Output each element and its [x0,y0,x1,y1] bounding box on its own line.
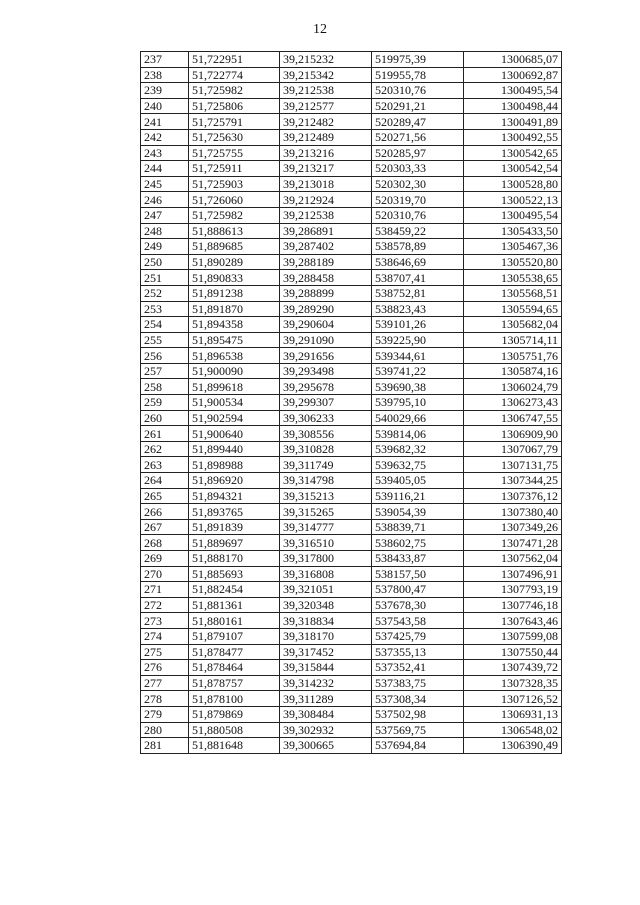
longitude-cell: 39,291656 [280,348,372,364]
y-coordinate-cell: 1307344,25 [464,473,562,489]
y-coordinate-cell: 1300528,80 [464,176,562,192]
latitude-cell: 51,900640 [189,426,280,442]
table-row [141,457,562,473]
table-row [141,98,562,114]
y-coordinate-cell: 1307376,12 [464,488,562,504]
longitude-cell: 39,315213 [280,488,372,504]
x-coordinate-cell: 537425,79 [372,628,464,644]
latitude-cell: 51,881361 [189,597,280,613]
table-row [141,285,562,301]
x-coordinate-cell: 538157,50 [372,566,464,582]
x-coordinate-cell: 537308,34 [372,691,464,707]
x-coordinate-cell: 539116,21 [372,488,464,504]
x-coordinate-cell: 539632,75 [372,457,464,473]
x-coordinate-cell: 539225,90 [372,332,464,348]
y-coordinate-cell: 1306273,43 [464,395,562,411]
x-coordinate-cell: 520271,56 [372,129,464,145]
y-coordinate-cell: 1305538,65 [464,270,562,286]
x-coordinate-cell: 538578,89 [372,239,464,255]
y-coordinate-cell: 1307471,28 [464,535,562,551]
table-row [141,722,562,738]
point-number-cell: 241 [141,114,189,130]
table-row [141,67,562,83]
longitude-cell: 39,316510 [280,535,372,551]
table-row [141,176,562,192]
table-row [141,223,562,239]
table-row [141,395,562,411]
latitude-cell: 51,896538 [189,348,280,364]
y-coordinate-cell: 1300498,44 [464,98,562,114]
table-row [141,597,562,613]
longitude-cell: 39,288458 [280,270,372,286]
latitude-cell: 51,902594 [189,410,280,426]
y-coordinate-cell: 1305594,65 [464,301,562,317]
point-number-cell: 269 [141,551,189,567]
longitude-cell: 39,212577 [280,98,372,114]
table-row [141,270,562,286]
table-row [141,254,562,270]
point-number-cell: 252 [141,285,189,301]
y-coordinate-cell: 1300685,07 [464,52,562,68]
table-row [141,83,562,99]
x-coordinate-cell: 539344,61 [372,348,464,364]
point-number-cell: 262 [141,441,189,457]
latitude-cell: 51,894321 [189,488,280,504]
y-coordinate-cell: 1307550,44 [464,644,562,660]
longitude-cell: 39,289290 [280,301,372,317]
point-number-cell: 267 [141,519,189,535]
table-row [141,114,562,130]
table-row [141,691,562,707]
table-row [141,426,562,442]
point-number-cell: 250 [141,254,189,270]
table-row [141,207,562,223]
y-coordinate-cell: 1305751,76 [464,348,562,364]
point-number-cell: 281 [141,738,189,754]
table-row [141,738,562,754]
x-coordinate-cell: 539101,26 [372,317,464,333]
point-number-cell: 278 [141,691,189,707]
y-coordinate-cell: 1307793,19 [464,582,562,598]
point-number-cell: 274 [141,628,189,644]
x-coordinate-cell: 538459,22 [372,223,464,239]
y-coordinate-cell: 1305568,51 [464,285,562,301]
x-coordinate-cell: 537383,75 [372,675,464,691]
latitude-cell: 51,890833 [189,270,280,286]
x-coordinate-cell: 520303,33 [372,161,464,177]
point-number-cell: 254 [141,317,189,333]
y-coordinate-cell: 1307439,72 [464,660,562,676]
latitude-cell: 51,879107 [189,628,280,644]
x-coordinate-cell: 538752,81 [372,285,464,301]
point-number-cell: 239 [141,83,189,99]
latitude-cell: 51,878477 [189,644,280,660]
x-coordinate-cell: 520302,30 [372,176,464,192]
latitude-cell: 51,725982 [189,83,280,99]
point-number-cell: 251 [141,270,189,286]
longitude-cell: 39,287402 [280,239,372,255]
latitude-cell: 51,891839 [189,519,280,535]
coordinates-table-body [141,52,562,754]
latitude-cell: 51,881648 [189,738,280,754]
latitude-cell: 51,722774 [189,67,280,83]
y-coordinate-cell: 1305520,80 [464,254,562,270]
longitude-cell: 39,290604 [280,317,372,333]
latitude-cell: 51,889685 [189,239,280,255]
longitude-cell: 39,317800 [280,551,372,567]
table-row [141,473,562,489]
table-row [141,675,562,691]
point-number-cell: 237 [141,52,189,68]
table-row [141,566,562,582]
latitude-cell: 51,725911 [189,161,280,177]
longitude-cell: 39,215342 [280,67,372,83]
latitude-cell: 51,878757 [189,675,280,691]
y-coordinate-cell: 1305467,36 [464,239,562,255]
longitude-cell: 39,314798 [280,473,372,489]
point-number-cell: 253 [141,301,189,317]
x-coordinate-cell: 539690,38 [372,379,464,395]
longitude-cell: 39,288189 [280,254,372,270]
x-coordinate-cell: 537678,30 [372,597,464,613]
table-row [141,129,562,145]
longitude-cell: 39,213216 [280,145,372,161]
latitude-cell: 51,894358 [189,317,280,333]
longitude-cell: 39,293498 [280,363,372,379]
point-number-cell: 243 [141,145,189,161]
latitude-cell: 51,890289 [189,254,280,270]
x-coordinate-cell: 537543,58 [372,613,464,629]
y-coordinate-cell: 1300542,54 [464,161,562,177]
y-coordinate-cell: 1300522,13 [464,192,562,208]
x-coordinate-cell: 537352,41 [372,660,464,676]
point-number-cell: 257 [141,363,189,379]
longitude-cell: 39,213018 [280,176,372,192]
latitude-cell: 51,725982 [189,207,280,223]
longitude-cell: 39,321051 [280,582,372,598]
point-number-cell: 265 [141,488,189,504]
x-coordinate-cell: 540029,66 [372,410,464,426]
x-coordinate-cell: 537569,75 [372,722,464,738]
point-number-cell: 266 [141,504,189,520]
point-number-cell: 277 [141,675,189,691]
latitude-cell: 51,725903 [189,176,280,192]
y-coordinate-cell: 1307496,91 [464,566,562,582]
x-coordinate-cell: 520291,21 [372,98,464,114]
y-coordinate-cell: 1307067,79 [464,441,562,457]
x-coordinate-cell: 519955,78 [372,67,464,83]
latitude-cell: 51,879869 [189,706,280,722]
latitude-cell: 51,885693 [189,566,280,582]
longitude-cell: 39,314232 [280,675,372,691]
longitude-cell: 39,308556 [280,426,372,442]
y-coordinate-cell: 1306390,49 [464,738,562,754]
latitude-cell: 51,898988 [189,457,280,473]
longitude-cell: 39,213217 [280,161,372,177]
x-coordinate-cell: 539795,10 [372,395,464,411]
longitude-cell: 39,212538 [280,207,372,223]
y-coordinate-cell: 1306548,02 [464,722,562,738]
longitude-cell: 39,295678 [280,379,372,395]
latitude-cell: 51,899618 [189,379,280,395]
latitude-cell: 51,878464 [189,660,280,676]
table-row [141,706,562,722]
latitude-cell: 51,889697 [189,535,280,551]
table-row [141,535,562,551]
y-coordinate-cell: 1300492,55 [464,129,562,145]
table-row [141,488,562,504]
point-number-cell: 261 [141,426,189,442]
x-coordinate-cell: 520319,70 [372,192,464,208]
point-number-cell: 242 [141,129,189,145]
x-coordinate-cell: 539054,39 [372,504,464,520]
point-number-cell: 255 [141,332,189,348]
x-coordinate-cell: 537694,84 [372,738,464,754]
latitude-cell: 51,878100 [189,691,280,707]
point-number-cell: 270 [141,566,189,582]
table-row [141,145,562,161]
point-number-cell: 238 [141,67,189,83]
point-number-cell: 258 [141,379,189,395]
y-coordinate-cell: 1300542,65 [464,145,562,161]
latitude-cell: 51,900534 [189,395,280,411]
point-number-cell: 247 [141,207,189,223]
latitude-cell: 51,891870 [189,301,280,317]
latitude-cell: 51,880161 [189,613,280,629]
longitude-cell: 39,318834 [280,613,372,629]
point-number-cell: 275 [141,644,189,660]
y-coordinate-cell: 1307562,04 [464,551,562,567]
point-number-cell: 240 [141,98,189,114]
latitude-cell: 51,895475 [189,332,280,348]
longitude-cell: 39,212924 [280,192,372,208]
latitude-cell: 51,882454 [189,582,280,598]
y-coordinate-cell: 1306909,90 [464,426,562,442]
point-number-cell: 248 [141,223,189,239]
point-number-cell: 268 [141,535,189,551]
x-coordinate-cell: 519975,39 [372,52,464,68]
y-coordinate-cell: 1307131,75 [464,457,562,473]
point-number-cell: 244 [141,161,189,177]
longitude-cell: 39,215232 [280,52,372,68]
latitude-cell: 51,900090 [189,363,280,379]
x-coordinate-cell: 537502,98 [372,706,464,722]
point-number-cell: 273 [141,613,189,629]
table-row [141,348,562,364]
longitude-cell: 39,288899 [280,285,372,301]
latitude-cell: 51,725630 [189,129,280,145]
table-row [141,613,562,629]
y-coordinate-cell: 1300491,89 [464,114,562,130]
table-row [141,441,562,457]
page-number: 12 [313,22,327,37]
table-row [141,239,562,255]
longitude-cell: 39,299307 [280,395,372,411]
latitude-cell: 51,725755 [189,145,280,161]
x-coordinate-cell: 537800,47 [372,582,464,598]
latitude-cell: 51,893765 [189,504,280,520]
table-row [141,317,562,333]
x-coordinate-cell: 538602,75 [372,535,464,551]
y-coordinate-cell: 1307746,18 [464,597,562,613]
longitude-cell: 39,318170 [280,628,372,644]
x-coordinate-cell: 538839,71 [372,519,464,535]
point-number-cell: 276 [141,660,189,676]
y-coordinate-cell: 1307126,52 [464,691,562,707]
longitude-cell: 39,291090 [280,332,372,348]
table-row [141,410,562,426]
table-row [141,504,562,520]
latitude-cell: 51,725791 [189,114,280,130]
latitude-cell: 51,880508 [189,722,280,738]
x-coordinate-cell: 537355,13 [372,644,464,660]
x-coordinate-cell: 539682,32 [372,441,464,457]
longitude-cell: 39,316808 [280,566,372,582]
point-number-cell: 263 [141,457,189,473]
point-number-cell: 259 [141,395,189,411]
longitude-cell: 39,300665 [280,738,372,754]
y-coordinate-cell: 1305433,50 [464,223,562,239]
x-coordinate-cell: 539405,05 [372,473,464,489]
y-coordinate-cell: 1305874,16 [464,363,562,379]
y-coordinate-cell: 1307599,08 [464,628,562,644]
point-number-cell: 260 [141,410,189,426]
table-row [141,161,562,177]
y-coordinate-cell: 1307349,26 [464,519,562,535]
longitude-cell: 39,212489 [280,129,372,145]
longitude-cell: 39,286891 [280,223,372,239]
point-number-cell: 279 [141,706,189,722]
longitude-cell: 39,212538 [280,83,372,99]
x-coordinate-cell: 538433,87 [372,551,464,567]
x-coordinate-cell: 520310,76 [372,207,464,223]
latitude-cell: 51,891238 [189,285,280,301]
x-coordinate-cell: 520289,47 [372,114,464,130]
table-row [141,192,562,208]
longitude-cell: 39,212482 [280,114,372,130]
latitude-cell: 51,722951 [189,52,280,68]
longitude-cell: 39,306233 [280,410,372,426]
table-row [141,301,562,317]
y-coordinate-cell: 1300692,87 [464,67,562,83]
longitude-cell: 39,308484 [280,706,372,722]
point-number-cell: 249 [141,239,189,255]
table-row [141,52,562,68]
y-coordinate-cell: 1306747,55 [464,410,562,426]
y-coordinate-cell: 1306931,13 [464,706,562,722]
longitude-cell: 39,310828 [280,441,372,457]
x-coordinate-cell: 538823,43 [372,301,464,317]
x-coordinate-cell: 539814,06 [372,426,464,442]
y-coordinate-cell: 1307643,46 [464,613,562,629]
latitude-cell: 51,896920 [189,473,280,489]
longitude-cell: 39,315265 [280,504,372,520]
x-coordinate-cell: 538707,41 [372,270,464,286]
table-row [141,660,562,676]
table-row [141,644,562,660]
point-number-cell: 246 [141,192,189,208]
table-row [141,551,562,567]
point-number-cell: 264 [141,473,189,489]
latitude-cell: 51,888613 [189,223,280,239]
point-number-cell: 272 [141,597,189,613]
latitude-cell: 51,725806 [189,98,280,114]
longitude-cell: 39,311749 [280,457,372,473]
table-row [141,519,562,535]
x-coordinate-cell: 539741,22 [372,363,464,379]
point-number-cell: 256 [141,348,189,364]
y-coordinate-cell: 1300495,54 [464,207,562,223]
point-number-cell: 271 [141,582,189,598]
y-coordinate-cell: 1306024,79 [464,379,562,395]
y-coordinate-cell: 1300495,54 [464,83,562,99]
longitude-cell: 39,302932 [280,722,372,738]
y-coordinate-cell: 1305714,11 [464,332,562,348]
x-coordinate-cell: 520310,76 [372,83,464,99]
x-coordinate-cell: 538646,69 [372,254,464,270]
y-coordinate-cell: 1307380,40 [464,504,562,520]
longitude-cell: 39,315844 [280,660,372,676]
latitude-cell: 51,899440 [189,441,280,457]
longitude-cell: 39,320348 [280,597,372,613]
table-row [141,379,562,395]
point-number-cell: 245 [141,176,189,192]
table-row [141,582,562,598]
longitude-cell: 39,314777 [280,519,372,535]
table-row [141,628,562,644]
longitude-cell: 39,317452 [280,644,372,660]
coordinates-table [140,51,562,754]
table-row [141,332,562,348]
latitude-cell: 51,726060 [189,192,280,208]
y-coordinate-cell: 1305682,04 [464,317,562,333]
point-number-cell: 280 [141,722,189,738]
y-coordinate-cell: 1307328,35 [464,675,562,691]
latitude-cell: 51,888170 [189,551,280,567]
x-coordinate-cell: 520285,97 [372,145,464,161]
table-row [141,363,562,379]
longitude-cell: 39,311289 [280,691,372,707]
